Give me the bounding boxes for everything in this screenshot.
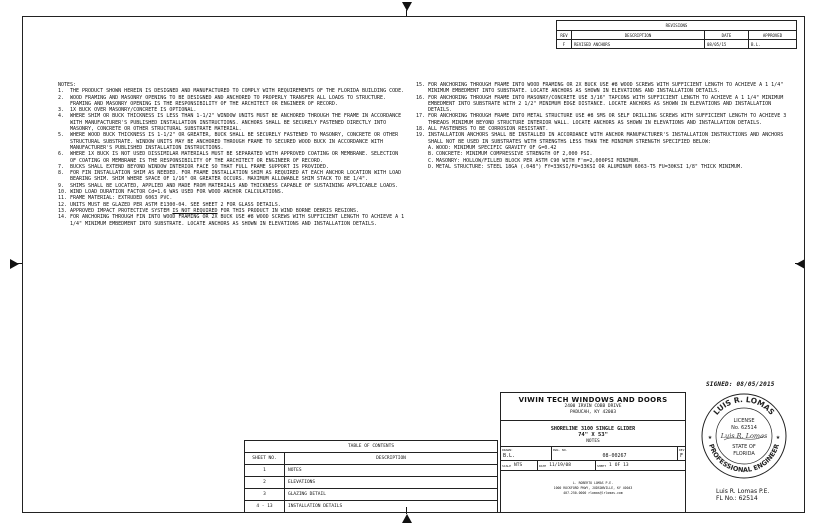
note-item bbox=[58, 214, 406, 227]
note-number: 5. bbox=[58, 132, 65, 139]
date-cell bbox=[537, 461, 595, 470]
revisions-title: REVISIONS bbox=[665, 23, 688, 28]
scale-label: SCALE bbox=[502, 463, 512, 468]
note-number: 10. bbox=[58, 189, 68, 196]
toc-header-sheet: SHEET NO. bbox=[245, 453, 285, 464]
note-item bbox=[416, 113, 796, 126]
scale-value: NTS bbox=[514, 463, 523, 468]
toc-row bbox=[245, 464, 497, 476]
note-text: ALL FASTENERS TO BE CORROSION RESISTANT. bbox=[428, 126, 549, 133]
revision-rev: F bbox=[562, 41, 566, 47]
toc-sheet-number: 4 - 13 bbox=[245, 501, 285, 512]
dwg-no-label: DWG. NO. bbox=[553, 448, 568, 452]
revision-approved: B.L. bbox=[748, 40, 796, 48]
title-block-product bbox=[501, 421, 685, 447]
note-item bbox=[58, 113, 406, 132]
substrate-letter: A. bbox=[428, 144, 435, 151]
title-block-scale-row bbox=[501, 461, 685, 471]
product-size: 74" X 53" bbox=[578, 432, 608, 438]
toc-description: ELEVATIONS bbox=[288, 480, 316, 485]
revisions-header-row bbox=[557, 30, 796, 39]
company-name: VIWIN TECH WINDOWS AND DOORS bbox=[518, 396, 668, 404]
note-text: FOR ANCHORING THROUGH FIN INTO WOOD FRAMING OR 2X BUCK USE #8 WOOD SCREWS WITH SUFFICIENT LENGTH TO ACHIEVE A 1 1/4" MINIMUM EMBEDMENT INTO SUBSTRATE. LOCATE ANCHORS AS SHOWN IN ELEVATIONS AND INSTALLATION DETAILS. bbox=[70, 214, 405, 227]
revisions-header-approved: APPROVED bbox=[748, 31, 796, 39]
of-label: OF bbox=[614, 463, 621, 468]
center-mark-bottom-arrow bbox=[402, 514, 412, 523]
revision-description: REVISED ANCHORS bbox=[571, 40, 704, 48]
note-item bbox=[416, 95, 796, 114]
note-number: 17. bbox=[416, 113, 426, 120]
table-of-contents bbox=[244, 440, 498, 513]
notes-right-column bbox=[416, 82, 796, 170]
note-text-post: FOR THIS PRODUCT IN WIND BORNE DEBRIS REGIONS. bbox=[217, 207, 359, 214]
title-block-company bbox=[501, 393, 685, 421]
seal-left-star: ★ bbox=[707, 435, 713, 441]
sheet-value: 1 bbox=[609, 463, 612, 468]
note-number: 18. bbox=[416, 126, 426, 133]
toc-row bbox=[245, 476, 497, 488]
seal-top-text: LUIS R. LOMAS bbox=[711, 394, 777, 417]
company-address-line1: 2400 IRVIN COBB DRIVE bbox=[564, 404, 622, 409]
company-address-line2: PADUCAH, KY 42003 bbox=[569, 409, 617, 415]
product-name: SHORELINE 3100 SINGLE GLIDER bbox=[550, 426, 636, 432]
drawn-cell bbox=[501, 447, 551, 460]
sheet-title: NOTES bbox=[586, 438, 600, 444]
toc-description: INSTALLATION DETAILS bbox=[288, 504, 343, 509]
toc-description: NOTES bbox=[288, 468, 302, 473]
note-text: WHERE SHIM OR BUCK THICKNESS IS LESS THAN 1-1/2" WINDOW UNITS MUST BE ANCHORED THROUGH THE FRAME IN ACCORDANCE WITH MANUFACTURER'S PUBLISHED INSTALLATION INSTRUCTIONS. ANCHORS SHALL BE SECURELY FASTENED DIRECTLY INTO MASONRY, CONCRETE OR OTHER STRUCTURAL SUBSTRATE MATERIAL. bbox=[70, 113, 402, 133]
seal-number: No. 62514 bbox=[731, 425, 757, 431]
revisions-header-rev: REV bbox=[560, 32, 568, 38]
seal-right-star: ★ bbox=[775, 435, 781, 441]
note-text: WHERE 1X BUCK IS NOT USED DISSIMILAR MATERIALS MUST BE SEPARATED WITH APPROVED COATING OR MEMBRANE. SELECTION OF COATING OR MEMBRANE IS THE RESPONSIBILITY OF THE ARCHITECT OR ENGINEER OF RECORD. bbox=[70, 151, 399, 164]
note-text: FOR ANCHORING THROUGH FRAME INTO METAL STRUCTURE USE #8 SMS OR SELF DRILLING SCREWS WITH SUFFICIENT LENGTH TO ACHIEVE 3 THREADS MINIMUM BEYOND STRUCTURE INTERIOR WALL. LOCATE ANCHORS AS SHOWN IN ELEVATIONS AND INSTALLATION DETAILS. bbox=[428, 113, 787, 126]
note-text: SHIMS SHALL BE LOCATED, APPLIED AND MADE FROM MATERIALS AND THICKNESS CAPABLE OF SUSTAINING APPLICABLE LOADS. bbox=[70, 182, 399, 189]
substrate-text: METAL STRUCTURE: STEEL 18GA (.048") FY=33KSI/FU=33KSI OR ALUMINUM 6063-T5 FU=30KSI 1/8" THICK MINIMUM. bbox=[436, 163, 744, 170]
note-text: FOR ANCHORING THROUGH FRAME INTO MASONRY/CONCRETE USE 3/16" TAPCONS WITH SUFFICIENT LENGTH TO ACHIEVE A 1 1/4" MINIMUM EMBEDMENT INTO SUBSTRATE WITH 2 1/2" MINIMUM EDGE DISTANCE. LOCATE ANCHORS AS SHOWN IN ELEVATIONS AND INSTALLATION DETAILS. bbox=[428, 94, 784, 114]
of-value: 13 bbox=[623, 463, 629, 468]
center-mark-left-arrow bbox=[10, 259, 19, 269]
toc-sheet-number: 3 bbox=[245, 489, 285, 500]
engineer-address: 1000 ROCKFORD PKWY, JUDSONVILLE, KY 40043 bbox=[553, 486, 633, 490]
note-text: 1X BUCK OVER MASONRY/CONCRETE IS OPTIONAL. bbox=[70, 107, 197, 114]
toc-row bbox=[245, 488, 497, 500]
toc-row bbox=[245, 500, 497, 512]
engineer-contact: 407-250-0000 rlomas@lrlomas.com bbox=[563, 491, 623, 495]
note-text: BUCKS SHALL EXTEND BEYOND WINDOW INTERIOR FACE SO THAT FULL FRAME SUPPORT IS PROVIDED. bbox=[70, 163, 329, 170]
substrate-item bbox=[428, 164, 796, 170]
title-block bbox=[500, 392, 686, 513]
note-number: 14. bbox=[58, 214, 68, 221]
note-number: 4. bbox=[58, 113, 65, 120]
note-text: FOR FIN INSTALLATION SHIM AS NEEDED. FOR FRAME INSTALLATION SHIM AS REQUIRED AT EACH ANCHOR LOCATION WITH LOAD BEARING SHIM. SHIM WHERE SPACE OF 1/16" OR GREATER OCCURS. MAXIMUM ALLOWABLE SHIM STACK TO BE 1/4". bbox=[70, 170, 402, 183]
notes-left-column bbox=[58, 82, 406, 227]
revisions-header-date: DATE bbox=[704, 31, 748, 39]
note-text-underlined: IS NOT REQUIRED bbox=[172, 207, 218, 214]
sheet-cell bbox=[595, 461, 685, 470]
note-number: 19. bbox=[416, 132, 426, 139]
seal-caption-name: Luis R. Lomas P.E. bbox=[716, 488, 770, 495]
toc-description: GLAZING DETAIL bbox=[288, 492, 326, 497]
seal-license-label: LICENSE bbox=[733, 418, 755, 424]
note-text: THE PRODUCT SHOWN HEREIN IS DESIGNED AND MANUFACTURED TO COMPLY WITH REQUIREMENTS OF THE FLORIDA BUILDING CODE. bbox=[70, 88, 405, 95]
note-text: FOR ANCHORING THROUGH FRAME INTO WOOD FRAMING OR 2X BUCK USE #8 WOOD SCREWS WITH SUFFICIENT LENGTH TO ACHIEVE A 1 1/4" MINIMUM EMBEDMENT INTO SUBSTRATE. LOCATE ANCHORS AS SHOWN IN ELEVATIONS AND INSTALLATION DETAILS. bbox=[428, 82, 784, 95]
seal-bottom-text: PROFESSIONAL ENGINEER bbox=[707, 442, 781, 475]
note-text: INSTALLATION ANCHORS SHALL BE INSTALLED IN ACCORDANCE WITH ANCHOR MANUFACTURER'S INSTALLATION INSTRUCTIONS AND ANCHORS SHALL NOT BE USED IN SUBSTRATES WITH STRENGTHS LESS THAN THE MINIMUM STRENGTH SPECIFIED BELOW: bbox=[428, 132, 784, 145]
substrate-text: MASONRY: HOLLOW/FILLED BLOCK PER ASTM C90 WITH F'm=2,000PSI MINIMUM. bbox=[436, 157, 641, 164]
center-mark-top-arrow bbox=[402, 2, 412, 11]
revisions-row bbox=[557, 39, 796, 48]
drawn-label: DRAWN: bbox=[502, 448, 513, 452]
note-item bbox=[58, 170, 406, 183]
rev-cell bbox=[677, 447, 685, 460]
note-number: 15. bbox=[416, 82, 426, 88]
engineer-seal bbox=[700, 392, 788, 480]
signed-date: SIGNED: 08/05/2015 bbox=[706, 381, 775, 388]
scale-cell bbox=[501, 461, 537, 470]
note-number: 3. bbox=[58, 107, 65, 114]
note-number: 13. bbox=[58, 207, 68, 214]
note-number: 16. bbox=[416, 94, 426, 101]
seal-state-of: STATE OF bbox=[732, 444, 756, 450]
seal-caption-license: FL No.: 62514 bbox=[716, 495, 758, 502]
substrate-letter: B. bbox=[428, 151, 435, 158]
note-text: UNITS MUST BE GLAZED PER ASTM E1300-04. SEE SHEET 2 FOR GLASS DETAILS. bbox=[70, 201, 281, 208]
note-number: 11. bbox=[58, 195, 68, 202]
note-text: WIND LOAD DURATION FACTOR Cd=1.6 WAS USED FOR WOOD ANCHOR CALCULATIONS. bbox=[70, 189, 284, 196]
note-number: 7. bbox=[58, 163, 65, 170]
substrate-text: CONCRETE: MINIMUM COMPRESSIVE STRENGTH OF 2,000 PSI. bbox=[436, 151, 593, 158]
toc-sheet-number: 1 bbox=[245, 465, 285, 476]
note-item bbox=[416, 132, 796, 145]
note-item bbox=[58, 132, 406, 151]
revisions-table bbox=[556, 20, 797, 49]
date-value: 11/19/08 bbox=[549, 463, 571, 468]
toc-sheet-number: 2 bbox=[245, 477, 285, 488]
note-text-pre: APPROVED IMPACT PROTECTIVE SYSTEM bbox=[70, 207, 173, 214]
revisions-header-description: DESCRIPTION bbox=[571, 31, 704, 39]
substrate-text: WOOD: MINIMUM SPECIFIC GRAVITY OF G=0.42 bbox=[436, 144, 557, 151]
note-item bbox=[58, 151, 406, 164]
note-number: 2. bbox=[58, 94, 65, 101]
note-item bbox=[416, 82, 796, 95]
title-block-drawing-row bbox=[501, 447, 685, 461]
note-number: 1. bbox=[58, 88, 65, 95]
note-number: 12. bbox=[58, 201, 68, 208]
revision-date: 08/05/15 bbox=[704, 40, 748, 48]
note-text: WOOD FRAMING AND MASONRY OPENING TO BE DESIGNED AND ANCHORED TO PROPERLY TRANSFER ALL LOADS TO STRUCTURE. FRAMING AND MASONRY OPENING IS THE RESPONSIBILITY OF THE ARCHITECT OR ENGINEER OF RECORD. bbox=[70, 94, 387, 107]
engineer-info bbox=[501, 471, 685, 514]
note-number: 6. bbox=[58, 151, 65, 158]
note-text: WHERE WOOD BUCK THICKNESS IS 1-1/2" OR GREATER, BUCK SHALL BE SECURELY FASTENED TO MASONRY, CONCRETE OR OTHER STRUCTURAL SUBSTRATE. WINDOW UNITS MAY BE ANCHORED THROUGH FRAME TO SECURED WOOD BUCK IN ACCORDANCE WITH MANUFACTURER'S PUBLISHED INSTALLATION INSTRUCTIONS. bbox=[70, 132, 399, 151]
rev-value: F bbox=[680, 453, 684, 459]
date-label: DATE bbox=[539, 463, 547, 468]
sheet-label: SHEET bbox=[597, 463, 607, 468]
toc-title: TABLE OF CONTENTS bbox=[347, 444, 395, 449]
note-text: FRAME MATERIAL: EXTRUDED 6063 PVC. bbox=[70, 195, 173, 202]
substrate-letter: C. bbox=[428, 157, 435, 164]
drawn-value: B.L. bbox=[503, 453, 516, 459]
dwg-no-value: 08-00267 bbox=[602, 453, 627, 459]
notes-heading: NOTES: bbox=[58, 82, 77, 88]
rev-label: REV bbox=[679, 448, 685, 452]
note-number: 9. bbox=[58, 182, 65, 189]
seal-state: FLORIDA bbox=[733, 451, 755, 457]
note-item bbox=[58, 95, 406, 108]
substrate-letter: D. bbox=[428, 163, 435, 170]
dwg-no-cell bbox=[551, 447, 677, 460]
seal-signature: Luis R. Lomas bbox=[720, 432, 768, 440]
note-number: 8. bbox=[58, 170, 65, 177]
engineer-name: L. ROBERTO LOMAS P.E. bbox=[572, 481, 614, 485]
seal-caption bbox=[716, 488, 769, 502]
toc-header-description: DESCRIPTION bbox=[376, 456, 406, 461]
toc-header-row bbox=[245, 452, 497, 464]
